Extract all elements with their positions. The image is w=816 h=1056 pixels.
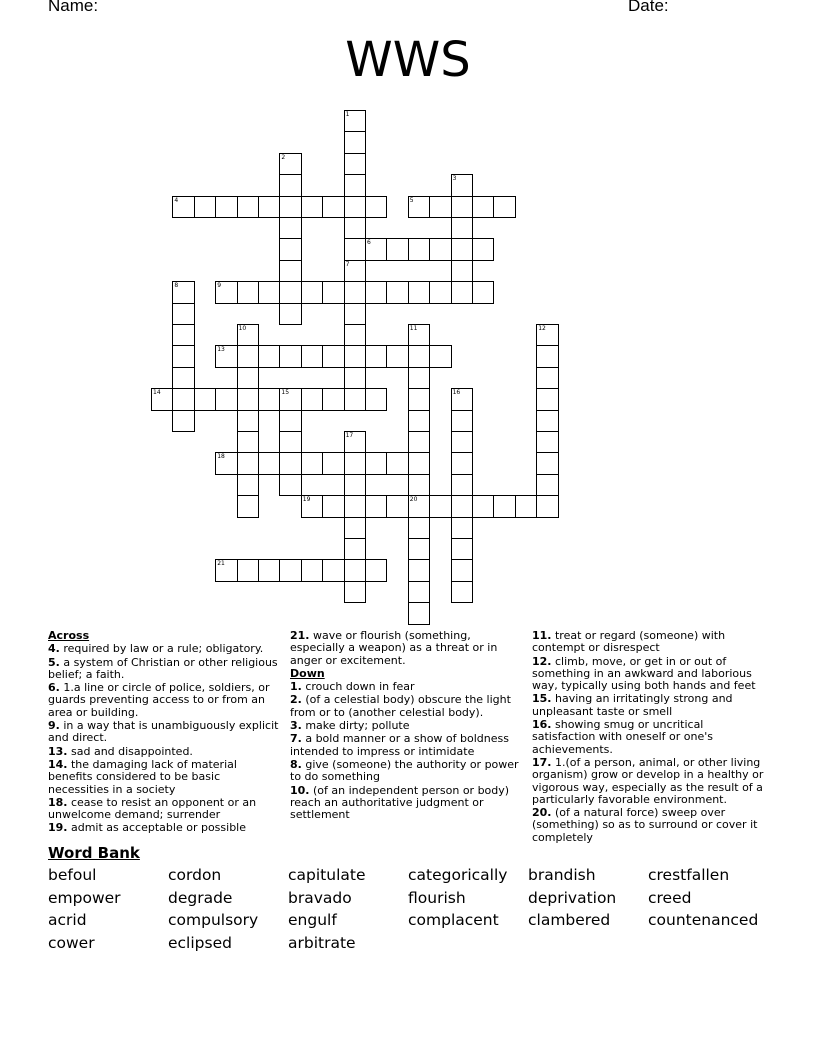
clue [532, 757, 768, 806]
grid-cell[interactable] [237, 196, 259, 218]
grid-cell[interactable] [365, 345, 387, 367]
grid-cell[interactable] [279, 303, 301, 325]
clue [48, 759, 283, 796]
clue [48, 682, 283, 719]
grid-cell[interactable] [536, 324, 558, 346]
grid-cell[interactable] [451, 388, 473, 410]
clue-number: 10 [238, 325, 247, 332]
grid-cell[interactable] [215, 452, 237, 474]
clue-number: 8 [174, 282, 179, 290]
word-bank-word: cower [48, 934, 95, 953]
grid-cell[interactable] [408, 495, 430, 517]
grid-cell[interactable] [344, 238, 366, 260]
grid-cell[interactable] [451, 452, 473, 474]
clue-number: 5. [48, 655, 60, 669]
grid-cell[interactable] [386, 345, 408, 367]
clue-text: (of a celestial body) obscure the light from or to (another celestial body). [290, 693, 511, 719]
word-bank-word: empower [48, 888, 121, 907]
clue-text: cease to resist an opponent or an unwelcome demand; surrender [48, 795, 257, 822]
clue-text: a system of Christian or other religious belief; a faith. [48, 655, 278, 681]
clue-number: 21. [290, 629, 310, 642]
grid-cell[interactable] [365, 495, 387, 517]
grid-cell[interactable] [344, 345, 366, 367]
grid-cell[interactable] [451, 495, 473, 517]
clue [532, 693, 768, 718]
grid-cell[interactable] [237, 410, 259, 432]
grid-cell[interactable] [451, 474, 473, 496]
grid-cell[interactable] [215, 196, 237, 218]
clue [48, 797, 283, 822]
grid-cell[interactable] [451, 174, 473, 196]
grid-cell[interactable] [344, 517, 366, 539]
clue-text: 1.a line or circle of police, soldiers, or guards preventing access to or from an area or building. [48, 681, 270, 719]
grid-cell[interactable] [279, 196, 301, 218]
word-bank-word: creed [648, 888, 692, 907]
grid-cell[interactable] [472, 281, 494, 303]
grid-cell[interactable] [172, 324, 194, 346]
clue-number: 6. [48, 681, 60, 695]
grid-cell[interactable] [408, 602, 430, 624]
grid-cell[interactable] [172, 345, 194, 367]
grid-cell[interactable] [408, 474, 430, 496]
clue-text: give (someone) the authority or power to do something [290, 757, 519, 784]
grid-cell[interactable] [151, 388, 173, 410]
clue-text: make dirty; pollute [301, 719, 410, 733]
grid-cell[interactable] [344, 431, 366, 453]
word-bank-word: cordon [168, 866, 222, 884]
grid-cell[interactable] [365, 452, 387, 474]
grid-cell[interactable] [322, 281, 344, 303]
grid-cell[interactable] [451, 431, 473, 453]
grid-cell[interactable] [408, 196, 430, 218]
grid-cell[interactable] [408, 452, 430, 474]
grid-cell[interactable] [279, 559, 301, 581]
clue [290, 720, 528, 732]
grid-cell[interactable] [237, 324, 259, 346]
grid-cell[interactable] [408, 517, 430, 539]
grid-cell[interactable] [344, 153, 366, 175]
grid-cell[interactable] [237, 452, 259, 474]
clue-text: (of an independent person or body) reach an authoritative judgment or settlement [290, 783, 510, 822]
clue-number: 4 [174, 196, 179, 204]
grid-cell[interactable] [301, 495, 323, 517]
grid-cell[interactable] [451, 281, 473, 303]
word-bank-word: deprivation [528, 888, 617, 907]
grid-cell[interactable] [472, 196, 494, 218]
word-bank-word: crestfallen [648, 866, 730, 884]
clue-number: 2. [290, 693, 302, 707]
grid-cell[interactable] [429, 196, 451, 218]
across-heading: Across [48, 629, 90, 642]
clue-number: 16 [452, 389, 461, 397]
clue-number: 19. [48, 821, 68, 835]
grid-cell[interactable] [344, 324, 366, 346]
grid-cell[interactable] [258, 388, 280, 410]
grid-cell[interactable] [451, 581, 473, 603]
grid-cell[interactable] [279, 410, 301, 432]
word-bank-word: capitulate [288, 866, 366, 884]
word-bank-word: befoul [48, 866, 97, 884]
word-bank-word: categorically [408, 866, 508, 884]
grid-cell[interactable] [429, 345, 451, 367]
clue-number: 10. [290, 783, 310, 797]
clue-number: 8. [290, 757, 302, 771]
clue-number: 15. [532, 692, 552, 706]
grid-cell[interactable] [279, 388, 301, 410]
grid-cell[interactable] [237, 367, 259, 389]
grid-cell[interactable] [258, 345, 280, 367]
grid-cell[interactable] [194, 196, 216, 218]
clue-number: 14 [153, 389, 161, 397]
grid-cell[interactable] [279, 281, 301, 303]
grid-cell[interactable] [515, 495, 537, 517]
clue-number: 13. [48, 744, 68, 758]
grid-cell[interactable] [322, 559, 344, 581]
clue-number: 13 [217, 346, 225, 354]
word-bank-word: clambered [528, 911, 611, 930]
grid-cell[interactable] [451, 410, 473, 432]
grid-cell[interactable] [408, 410, 430, 432]
clue-number: 1 [345, 111, 350, 118]
grid-cell[interactable] [536, 388, 558, 410]
grid-cell[interactable] [451, 559, 473, 581]
grid-cell[interactable] [237, 495, 259, 517]
clue-text: 1.(of a person, animal, or other living organism) grow or develop in a healthy or vigorous way, especially as the result of a particularly favorable environment. [532, 755, 764, 806]
clue-number: 19 [302, 496, 311, 504]
clue-number: 9. [48, 719, 60, 733]
clue [290, 694, 528, 719]
clue [532, 630, 768, 655]
clue-text: treat or regard (someone) with contempt or disrespect [532, 629, 726, 655]
grid-cell[interactable] [258, 196, 280, 218]
clue-text: in a way that is unambiguously explicit and direct. [48, 719, 279, 745]
clue [290, 681, 528, 693]
grid-cell[interactable] [215, 388, 237, 410]
grid-cell[interactable] [451, 238, 473, 260]
grid-cell[interactable] [344, 260, 366, 282]
grid-cell[interactable] [451, 217, 473, 239]
grid-cell[interactable] [301, 281, 323, 303]
grid-cell[interactable] [279, 260, 301, 282]
date-label: Date: [628, 0, 669, 15]
grid-cell[interactable] [237, 281, 259, 303]
grid-cell[interactable] [322, 345, 344, 367]
clue-number: 20. [532, 806, 552, 820]
grid-cell[interactable] [258, 452, 280, 474]
clue [48, 643, 283, 655]
grid-cell[interactable] [301, 196, 323, 218]
clue-number: 7 [345, 260, 350, 268]
grid-cell[interactable] [472, 495, 494, 517]
word-bank-word: bravado [288, 888, 352, 907]
grid-cell[interactable] [344, 495, 366, 517]
grid-cell[interactable] [365, 559, 387, 581]
grid-cell[interactable] [279, 174, 301, 196]
clues-column-1 [48, 630, 283, 836]
grid-cell[interactable] [344, 559, 366, 581]
grid-cell[interactable] [408, 388, 430, 410]
word-bank-word: arbitrate [288, 934, 356, 953]
word-bank-word: countenanced [648, 911, 759, 930]
grid-cell[interactable] [408, 367, 430, 389]
grid-cell[interactable] [237, 345, 259, 367]
clue-number: 20 [409, 496, 418, 504]
clue-number: 12 [538, 325, 546, 332]
grid-cell[interactable] [408, 238, 430, 260]
word-bank-word: flourish [408, 888, 466, 907]
clue [290, 630, 528, 667]
grid-cell[interactable] [344, 303, 366, 325]
grid-cell[interactable] [408, 345, 430, 367]
puzzle-title: WWS [345, 32, 471, 88]
grid-cell[interactable] [472, 238, 494, 260]
clue-number: 15 [281, 389, 290, 397]
grid-cell[interactable] [258, 281, 280, 303]
word-bank-word: complacent [408, 911, 499, 930]
grid-cell[interactable] [279, 474, 301, 496]
clue-number: 14. [48, 757, 68, 771]
grid-cell[interactable] [344, 174, 366, 196]
grid-cell[interactable] [279, 452, 301, 474]
clue [532, 807, 768, 844]
grid-cell[interactable] [172, 303, 194, 325]
clue [48, 720, 283, 745]
grid-cell[interactable] [344, 110, 366, 132]
grid-cell[interactable] [194, 388, 216, 410]
grid-cell[interactable] [365, 281, 387, 303]
grid-cell[interactable] [408, 581, 430, 603]
clue-text: admit as acceptable or possible [67, 821, 246, 835]
grid-cell[interactable] [172, 410, 194, 432]
clue-number: 4. [48, 642, 60, 656]
clue-text: crouch down in fear [301, 680, 415, 694]
grid-cell[interactable] [172, 281, 194, 303]
grid-cell[interactable] [386, 452, 408, 474]
clue-text: climb, move, or get in or out of something in an awkward and laborious way, typically using both hands and feet [532, 654, 756, 693]
clue [532, 656, 768, 693]
grid-cell[interactable] [215, 559, 237, 581]
grid-cell[interactable] [301, 388, 323, 410]
clue-number: 1. [290, 680, 302, 694]
word-bank-title: Word Bank [48, 844, 140, 862]
clue-number: 3. [290, 719, 302, 733]
grid-cell[interactable] [172, 388, 194, 410]
grid-cell[interactable] [536, 345, 558, 367]
word-bank-word: acrid [48, 911, 87, 930]
grid-cell[interactable] [237, 559, 259, 581]
word-bank-word: brandish [528, 866, 596, 884]
grid-cell[interactable] [344, 538, 366, 560]
grid-cell[interactable] [172, 196, 194, 218]
clues-column-3 [532, 630, 768, 845]
clue-number: 5 [409, 196, 414, 204]
grid-cell[interactable] [451, 260, 473, 282]
grid-cell[interactable] [322, 196, 344, 218]
grid-cell[interactable] [322, 495, 344, 517]
grid-cell[interactable] [279, 431, 301, 453]
grid-cell[interactable] [279, 153, 301, 175]
grid-cell[interactable] [429, 495, 451, 517]
grid-cell[interactable] [365, 388, 387, 410]
grid-cell[interactable] [536, 431, 558, 453]
grid-cell[interactable] [344, 388, 366, 410]
grid-cell[interactable] [386, 495, 408, 517]
grid-cell[interactable] [237, 474, 259, 496]
grid-cell[interactable] [451, 517, 473, 539]
clue-number: 11. [532, 629, 552, 642]
grid-cell[interactable] [365, 238, 387, 260]
clue-number: 6 [367, 239, 371, 247]
clue-text: having an irritatingly strong and unpleasant taste or smell [532, 692, 733, 718]
clue-text: (of a natural force) sweep over (something) so as to surround or cover it completely [532, 806, 758, 844]
grid-cell[interactable] [279, 217, 301, 239]
name-label: Name: [48, 0, 99, 15]
clues-column-2 [290, 630, 528, 822]
grid-cell[interactable] [493, 495, 515, 517]
grid-cell[interactable] [344, 131, 366, 153]
clue [290, 733, 528, 758]
grid-cell[interactable] [237, 388, 259, 410]
clue-text: the damaging lack of material benefits considered to be basic necessities in a society [48, 757, 237, 796]
grid-cell[interactable] [536, 410, 558, 432]
clue-number: 11 [409, 325, 418, 332]
grid-cell[interactable] [536, 367, 558, 389]
clue [290, 759, 528, 784]
clue-number: 2 [281, 153, 286, 161]
grid-cell[interactable] [279, 345, 301, 367]
grid-cell[interactable] [344, 581, 366, 603]
grid-cell[interactable] [301, 452, 323, 474]
clue-text: wave or flourish (something, especially a weapon) as a threat or in anger or excitement. [290, 629, 498, 667]
grid-cell[interactable] [493, 196, 515, 218]
clue [48, 657, 283, 682]
grid-cell[interactable] [322, 388, 344, 410]
grid-cell[interactable] [215, 345, 237, 367]
grid-cell[interactable] [451, 538, 473, 560]
word-bank-word: engulf [288, 911, 337, 930]
clue-number: 12. [532, 654, 552, 668]
clue-number: 9 [217, 282, 222, 290]
grid-cell[interactable] [279, 238, 301, 260]
grid-cell[interactable] [258, 559, 280, 581]
clue-text: showing smug or uncritical satisfaction with oneself or one's achievements. [532, 718, 714, 756]
grid-cell[interactable] [344, 281, 366, 303]
grid-cell[interactable] [344, 196, 366, 218]
grid-cell[interactable] [301, 345, 323, 367]
clue [48, 822, 283, 834]
grid-cell[interactable] [386, 238, 408, 260]
grid-cell[interactable] [301, 559, 323, 581]
clue [532, 719, 768, 756]
clue-number: 21 [217, 560, 225, 568]
clue-text: sad and disappointed. [67, 744, 193, 758]
grid-cell[interactable] [386, 281, 408, 303]
grid-cell[interactable] [536, 495, 558, 517]
grid-cell[interactable] [344, 452, 366, 474]
down-heading: Down [290, 666, 325, 680]
grid-cell[interactable] [322, 452, 344, 474]
clue-text: a bold manner or a show of boldness intended to impress or intimidate [290, 732, 509, 758]
grid-cell[interactable] [344, 217, 366, 239]
grid-cell[interactable] [344, 474, 366, 496]
word-bank-word: degrade [168, 888, 233, 907]
clue-text: required by law or a rule; obligatory. [59, 642, 264, 656]
clue [290, 785, 528, 822]
grid-cell[interactable] [408, 281, 430, 303]
clue-number: 18 [217, 453, 225, 461]
grid-cell[interactable] [429, 281, 451, 303]
grid-cell[interactable] [408, 538, 430, 560]
clue-number: 3 [452, 175, 457, 183]
clue [48, 746, 283, 758]
grid-cell[interactable] [215, 281, 237, 303]
grid-cell[interactable] [408, 324, 430, 346]
grid-cell[interactable] [429, 238, 451, 260]
clue-number: 16. [532, 718, 552, 732]
clue-number: 18. [48, 795, 68, 809]
grid-cell[interactable] [536, 474, 558, 496]
grid-cell[interactable] [365, 196, 387, 218]
word-bank-word: eclipsed [168, 934, 232, 953]
clue-number: 17. [532, 755, 552, 769]
grid-cell[interactable] [536, 452, 558, 474]
grid-cell[interactable] [408, 431, 430, 453]
clue-number: 17 [345, 432, 354, 439]
clue-number: 7. [290, 732, 302, 746]
grid-cell[interactable] [408, 559, 430, 581]
grid-cell[interactable] [451, 196, 473, 218]
grid-cell[interactable] [172, 367, 194, 389]
grid-cell[interactable] [237, 431, 259, 453]
word-bank-word: compulsory [168, 911, 259, 930]
grid-cell[interactable] [344, 367, 366, 389]
